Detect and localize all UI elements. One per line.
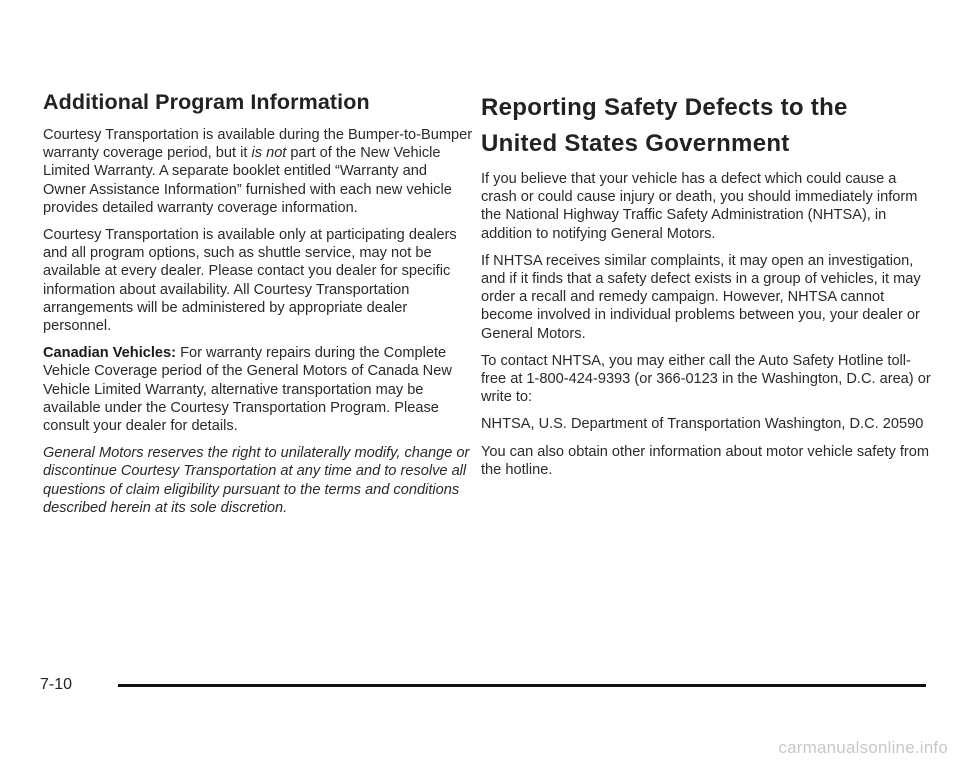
paragraph-courtesy-availability <box>43 126 473 217</box>
paragraph-participating-dealers: Courtesy Transportation is available only at participating dealers and all program options, such as shuttle service, may not be available at every dealer. Please contact you dealer for specific information about availability. All Courtesy Transportation arrangements will be administered by appropriate dealer personnel. <box>43 227 457 335</box>
watermark-text: carmanualsonline.info <box>778 738 948 757</box>
paragraph-hotline-info: You can also obtain other information about motor vehicle safety from the hotline. <box>481 443 930 478</box>
label-canadian-vehicles: Canadian Vehicles: <box>43 345 177 362</box>
footer-divider <box>118 684 926 687</box>
right-column <box>481 90 931 488</box>
text-segment: Courtesy Transportation is available during the Bumper-to-Bumper warranty coverage period, but it <box>43 127 473 162</box>
emphasis-is-not: is not <box>251 145 287 162</box>
paragraph-nhtsa-investigation: If NHTSA receives similar complaints, it may open an investigation, and if it finds that a safety defect exists in a group of vehicles, it may order a recall and remedy campaign. However, NHTSA cannot become involved in individual problems between you, your dealer or General Motors. <box>481 252 921 342</box>
paragraph-nhtsa-address: NHTSA, U.S. Department of Transportation Washington, D.C. 20590 <box>481 416 924 433</box>
text-segment: part of the New Vehicle Limited Warranty. A separate booklet entitled “Warranty and Owner Assistance Information” furnished with each new vehicle provides detailed warranty coverage information. <box>43 145 452 216</box>
left-column <box>43 88 473 526</box>
section-title-reporting-safety-defects: Reporting Safety Defects to the United States Government <box>481 94 848 157</box>
text-segment: For warranty repairs during the Complete Vehicle Coverage period of the General Motors of Canada New Vehicle Limited Warranty, alternative transportation may be available under the Courtesy Transportation Program. Please consult your dealer for details. <box>43 345 452 435</box>
paragraph-gm-disclaimer: General Motors reserves the right to unilaterally modify, change or discontinue Courtesy Transportation at any time and to resolve all questions of claim eligibility pursuant to the terms and conditions described herein at its sole discretion. <box>43 445 470 516</box>
paragraph-inform-nhtsa: If you believe that your vehicle has a defect which could cause a crash or could cause injury or death, you should immediately inform the National Highway Traffic Safety Administration (NHTSA), in addition to notifying General Motors. <box>481 171 918 242</box>
paragraph-canadian-vehicles <box>43 344 473 435</box>
page-number: 7-10 <box>40 676 73 693</box>
section-title-additional-program: Additional Program Information <box>43 90 370 114</box>
paragraph-contact-nhtsa: To contact NHTSA, you may either call the Auto Safety Hotline toll-free at 1-800-424-9393 (or 366-0123 in the Washington, D.C. area) or write to: <box>481 352 931 406</box>
